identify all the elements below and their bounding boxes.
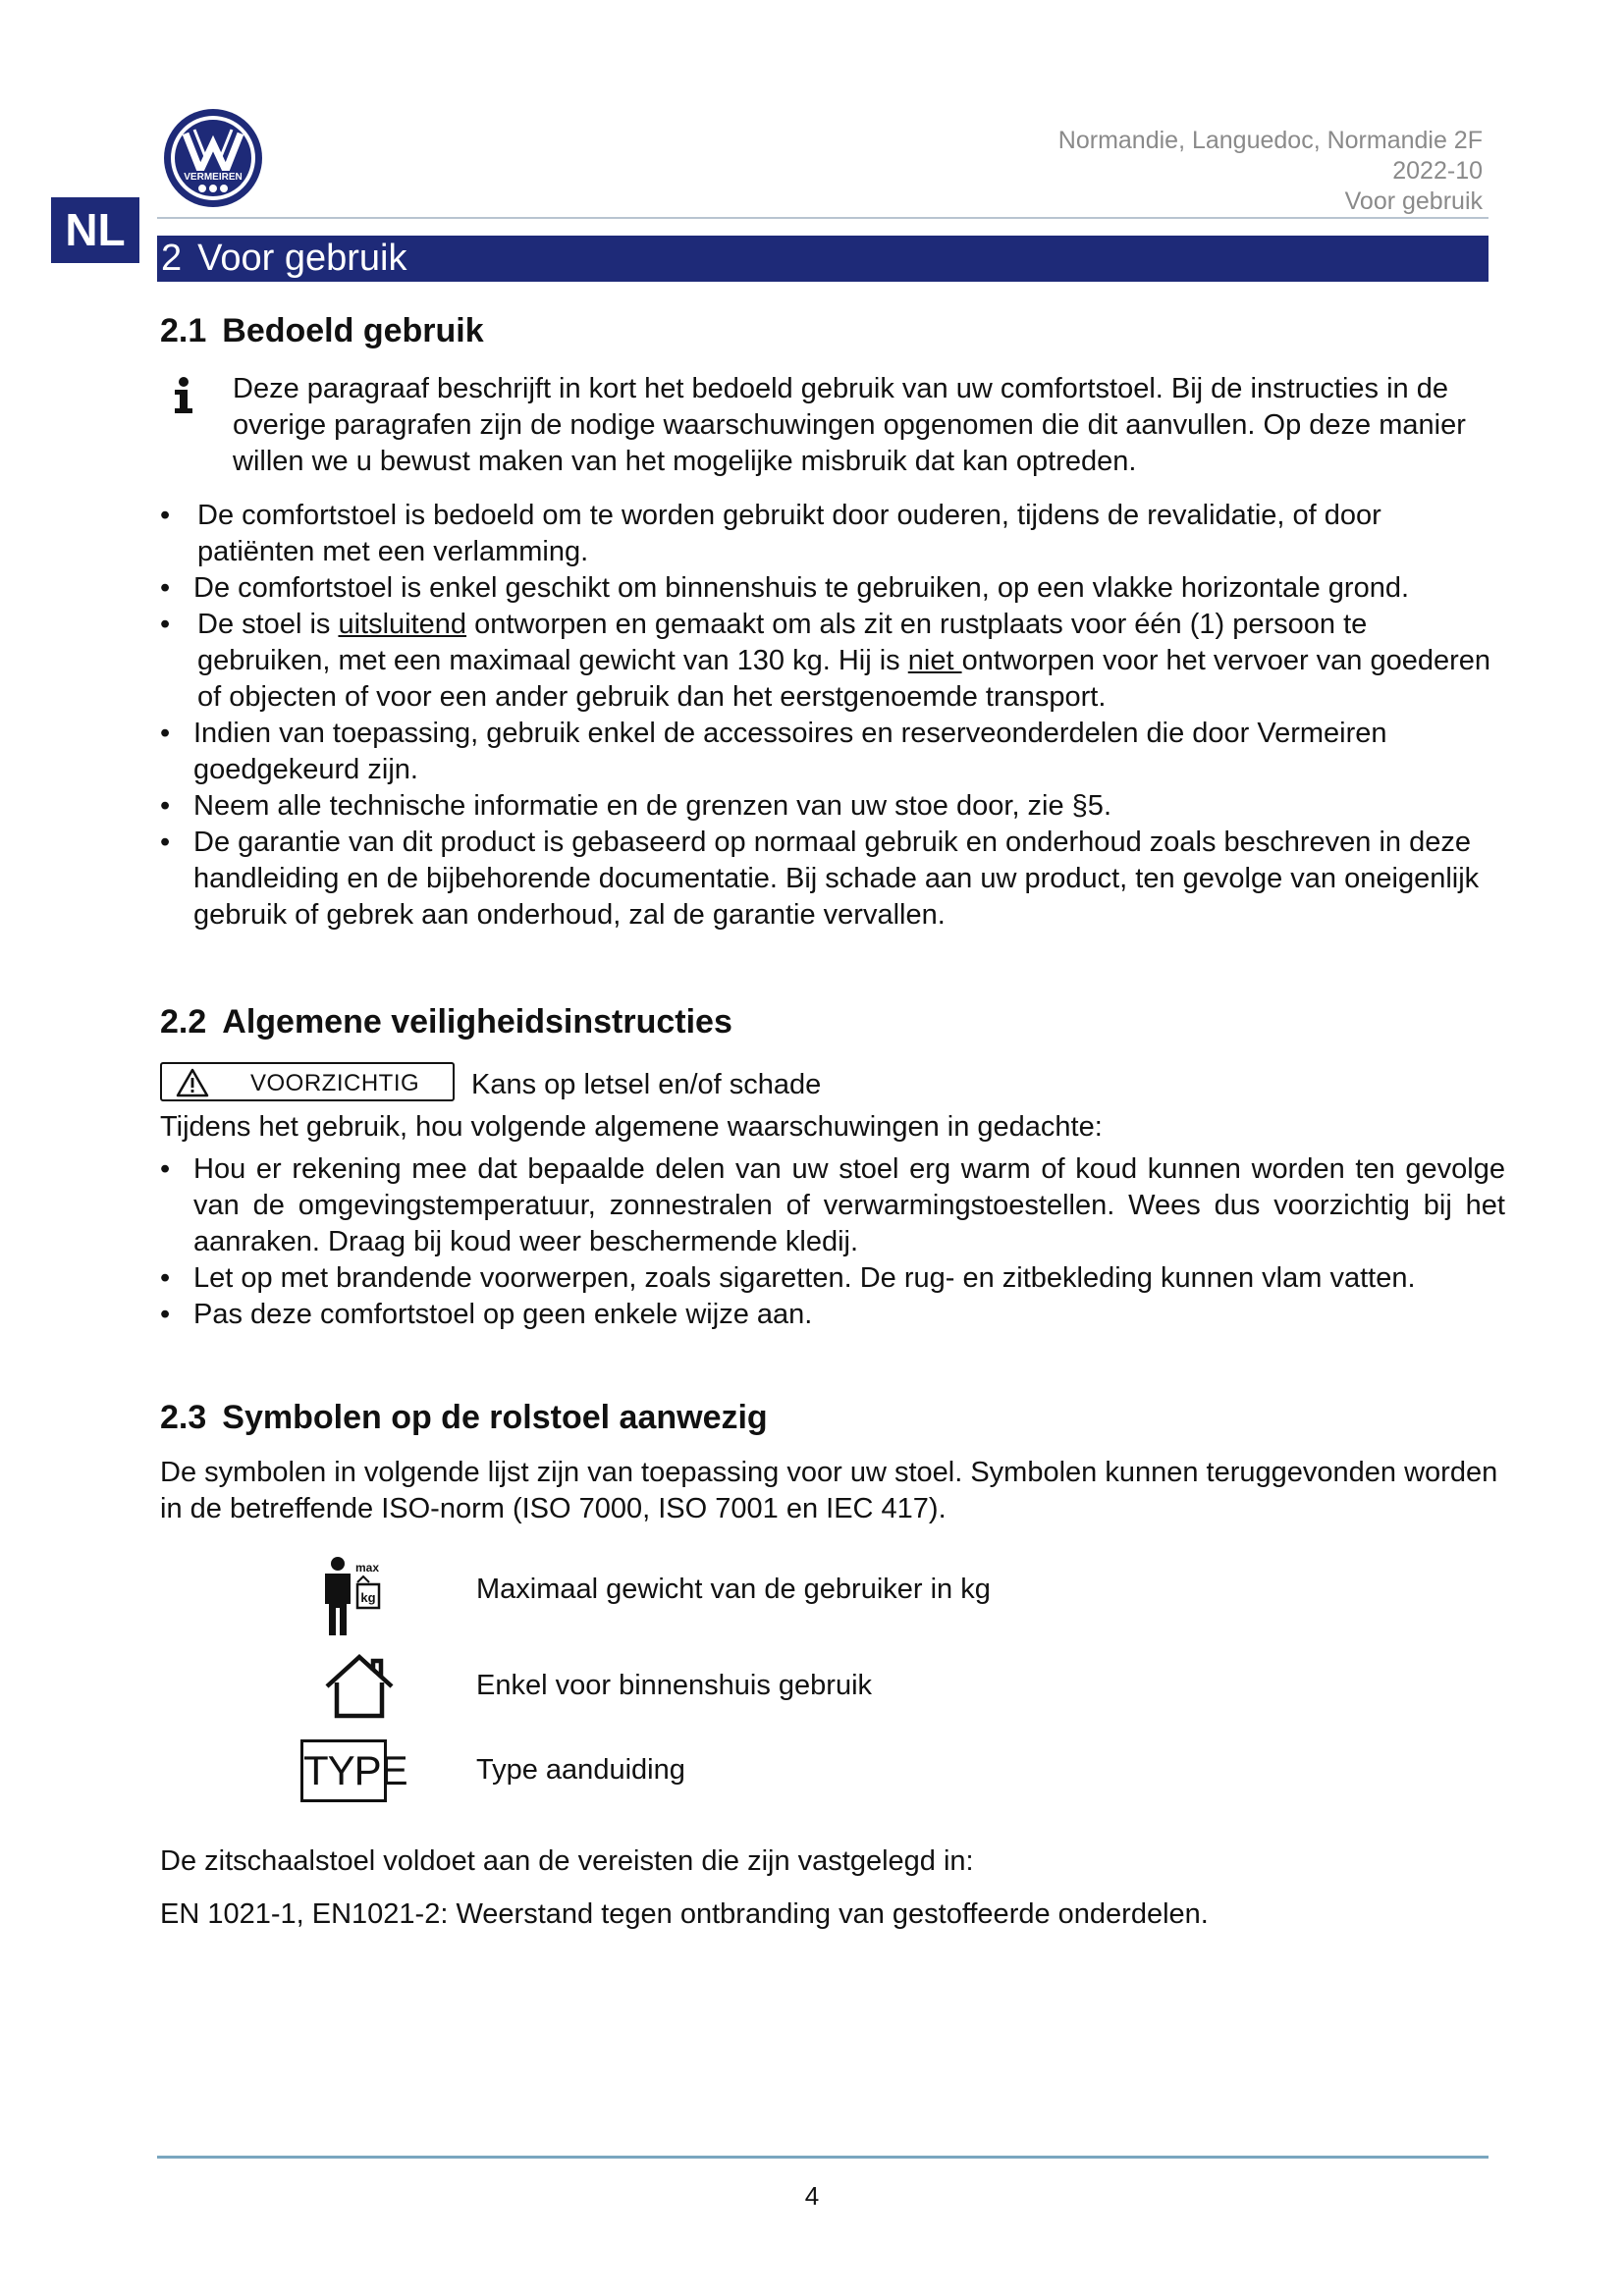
warning-triangle-icon [176, 1068, 209, 1102]
section-number: 2.2 [160, 1003, 207, 1041]
safety-intro: Tijdens het gebruik, hou volgende algemene waarschuwingen in gedachte: [160, 1111, 1103, 1143]
caution-label-box [160, 1062, 455, 1101]
list-item: • Hou er rekening mee dat bepaalde delen van uw stoel erg warm of koud kunnen worden ten gevolge van de omgevingstemperatuur, zonnestralen of verwarmingstoestellen. Wees dus voorzichtig bij het aanraken. Draag bij koud weer beschermende kledij. [160, 1151, 1505, 1260]
info-icon [173, 377, 194, 419]
intended-use-list [160, 498, 1505, 934]
footer-divider [157, 2156, 1489, 2159]
max-weight-icon [318, 1557, 389, 1642]
underlined-text: niet [907, 645, 962, 676]
chapter-number: 2 [161, 238, 183, 279]
list-item-text: ontworpen en gemaakt om als zit en rustplaats voor één (1) persoon te gebruiken, met een maximaal gewicht van 130 kg. Hij is [197, 609, 1368, 676]
header-section: Voor gebruik [1344, 187, 1483, 215]
header-divider [157, 217, 1489, 219]
logo-text: VERMEIREN [184, 172, 243, 183]
caution-text: Kans op letsel en/of schade [471, 1069, 822, 1100]
symbols-intro: De symbolen in volgende lijst zijn van toepassing voor uw stoel. Symbolen kunnen teruggevonden worden in de betreffende ISO-norm (ISO 7000, ISO 7001 en IEC 417). [160, 1457, 1498, 1524]
list-item: • De garantie van dit product is gebaseerd op normaal gebruik en onderhoud zoals beschreven in deze handleiding en de bijbehorende documentatie. Bij schade aan uw product, ten gevolge van oneigenlijk gebruik of gebrek aan onderhoud, zal de garantie vervallen. [160, 825, 1505, 934]
intended-use-note: Deze paragraaf beschrijft in kort het bedoeld gebruik van uw comfortstoel. Bij de instructies in de overige paragrafen zijn de nodige waarschuwingen opgenomen die dit aanvullen. Op deze manier willen we u bewust maken van het mogelijke misbruik dat kan optreden. [233, 373, 1466, 477]
caution-label: VOORZICHTIG [250, 1070, 420, 1096]
header-product: Normandie, Languedoc, Normandie 2F [1057, 127, 1483, 154]
compliance-standard: EN 1021-1, EN1021-2: Weerstand tegen ontbranding van gestoffeerde onderdelen. [160, 1898, 1209, 1930]
list-item [160, 607, 1505, 716]
chapter-heading [157, 236, 1489, 282]
list-item: • De comfortstoel is bedoeld om te worden gebruikt door ouderen, tijdens de revalidatie, of door patiënten met een verlamming. [160, 498, 1505, 570]
type-icon: TYPE [300, 1739, 387, 1802]
list-item-text: ontworpen voor het vervoer van goederen of objecten of voor een ander gebruik dan het eerstgenoemde transport. [197, 645, 1491, 713]
compliance-intro: De zitschaalstoel voldoet aan de vereisten die zijn vastgelegd in: [160, 1845, 974, 1877]
list-item: • Neem alle technische informatie en de grenzen van uw stoe door, zie §5. [160, 788, 1505, 825]
vermeiren-logo [161, 106, 265, 210]
header-date: 2022-10 [1392, 157, 1483, 185]
section-title: Symbolen op de rolstoel aanwezig [222, 1399, 768, 1436]
list-item: • Pas deze comfortstoel op geen enkele wijze aan. [160, 1297, 1505, 1333]
list-item-text: De comfortstoel is enkel geschikt om binnenshuis te gebruiken, op een vlakke horizontale grond. [193, 572, 1410, 604]
section-title: Bedoeld gebruik [222, 312, 484, 349]
list-item-text: De stoel is [197, 609, 339, 640]
max-label: max [355, 1561, 380, 1575]
section-2-2-heading [160, 1003, 732, 1041]
list-item: • Indien van toepassing, gebruik enkel de accessoires en reserveonderdelen die door Vermeiren goedgekeurd zijn. [160, 716, 1505, 788]
list-item: • Let op met brandende voorwerpen, zoals sigaretten. De rug- en zitbekleding kunnen vlam vatten. [160, 1260, 1505, 1297]
house-icon [322, 1653, 397, 1725]
language-tab: NL [51, 197, 139, 263]
page-number: 4 [804, 2181, 820, 2211]
symbol-label: Maximaal gewicht van de gebruiker in kg [476, 1574, 991, 1605]
underlined-text: uitsluitend [338, 609, 467, 640]
symbol-label: Type aanduiding [476, 1754, 685, 1786]
list-item [160, 570, 1505, 607]
safety-list [160, 1151, 1505, 1333]
section-number: 2.1 [160, 312, 207, 349]
kg-label: kg [360, 1590, 376, 1605]
section-2-1-heading [160, 312, 484, 350]
section-title: Algemene veiligheidsinstructies [222, 1003, 732, 1041]
section-2-3-heading [160, 1399, 768, 1437]
symbol-label: Enkel voor binnenshuis gebruik [476, 1670, 873, 1701]
header-meta [1058, 126, 1483, 217]
chapter-title: Voor gebruik [197, 238, 407, 279]
section-number: 2.3 [160, 1399, 207, 1436]
